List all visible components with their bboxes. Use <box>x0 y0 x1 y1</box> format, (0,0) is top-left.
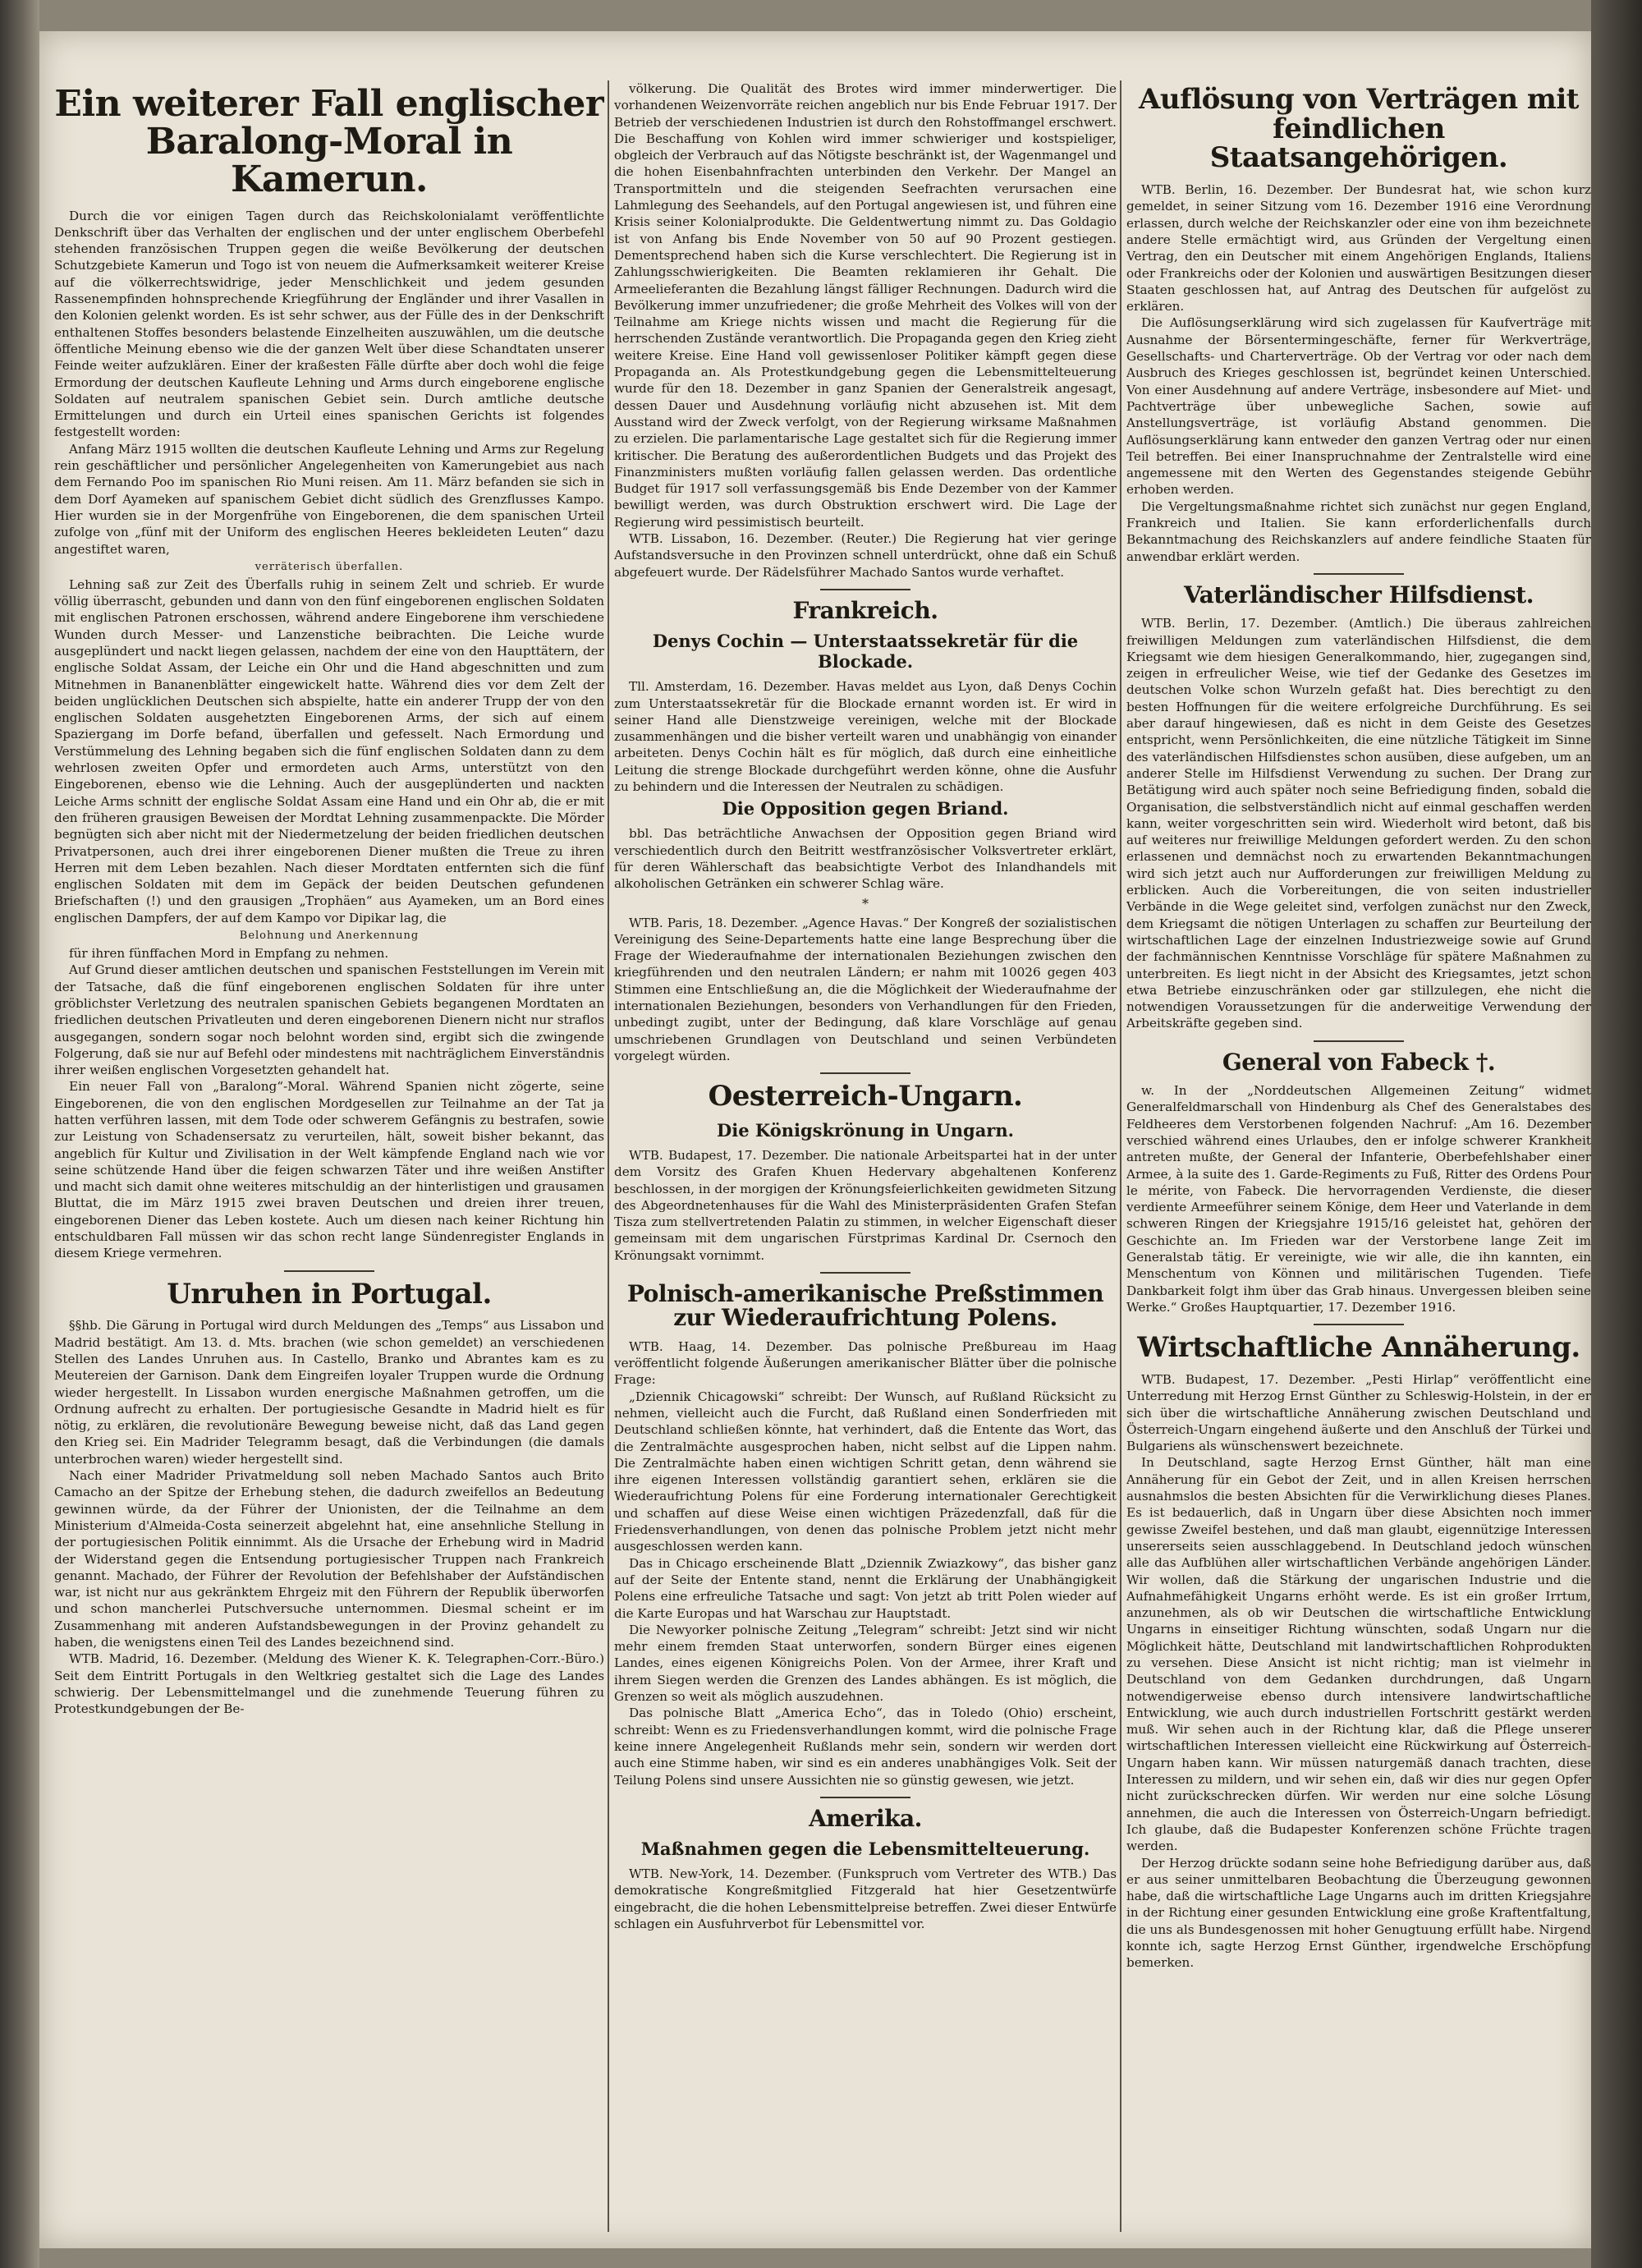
headline-annaeherung: Wirtschaftliche Annäherung. <box>1137 1331 1580 1365</box>
newspaper-page <box>39 31 1591 2248</box>
headline-portugal: Unruhen in Portugal. <box>167 1277 492 1311</box>
article-paragraph: WTB. Haag, 14. Dezember. Das polnische Preßbureau im Haag veröffentlicht folgende Äußerungen amerikanischer Blätter über die polnische Frage: <box>614 1338 1117 1388</box>
divider <box>284 1270 374 1272</box>
divider <box>820 1797 910 1798</box>
column-right <box>1126 80 1591 1972</box>
divider <box>820 1272 910 1274</box>
article-paragraph: „Dziennik Chicagowski“ schreibt: Der Wunsch, auf Rußland Rücksicht zu nehmen, vielleicht auch die Furcht, daß Rußland einen Sonderfrieden mit Deutschland schließen könnte, hat verhindert, daß die Entente das Wort, das die Zentralmächte ausgesprochen haben, nicht selbst auf die Lippen nahm. Die Zentralmächte haben einen wichtigen Schritt getan, denn während sie ihre eigenen Interessen vollständig garantiert sehen, erklären sie die Wiederaufrichtung Polens für eine Forderung internationaler Gerechtigkeit und schaffen auf diese Weise einen wichtigen Präzedenzfall, daß für die Friedensverhandlungen, von denen das polnische Problem jetzt nicht mehr ausgeschlossen werden kann. <box>614 1389 1117 1554</box>
article-paragraph: Durch die vor einigen Tagen durch das Reichskolonialamt veröffentlichte Denkschrift über das Verhalten der englischen und der unter englischem Oberbefehl stehenden französischen Truppen gegen die weiße Bevölkerung der deutschen Schutzgebiete Kamerun und Togo ist von neuem die Aufmerksamkeit weiterer Kreise auf die völkerrechtswidrige, jeder Menschlichkeit und jedem gesunden Rassenempfinden hohnsprechende Kriegführung der Engländer und ihrer Vasallen in den Kolonien gelenkt worden. Es ist sehr schwer, aus der Fülle des in der Denkschrift enthaltenen Stoffes besonders belastende Einzelheiten auszuwählen, um die deutsche öffentliche Meinung ebenso wie die der ganzen Welt über diese Schandtaten unserer Feinde weiter aufzuklären. Einer der kraßesten Fälle dürfte aber doch wohl die feige Ermordung der deutschen Kaufleute Lehning und Arms durch eingeborene englische Soldaten auf neutralem spanischen Gebiet sein. Durch amtliche deutsche Ermittelungen und durch ein Urteil eines spanischen Gerichts ist folgendes festgestellt worden: <box>54 208 604 440</box>
article-paragraph: für ihren fünffachen Mord in Empfang zu nehmen. <box>69 946 389 962</box>
headline-hilfsdienst: Vaterländischer Hilfsdienst. <box>1183 581 1534 608</box>
divider <box>1314 573 1404 575</box>
article-paragraph: Die Newyorker polnische Zeitung „Telegram“ schreibt: Jetzt sind wir nicht mehr einem fremden Staat unterworfen, sondern Bürger eines eigenen Landes, eines eigenen Königreichs Polen. Von der Armee, ihrer Kraft und ihrem Siegen werden die Grenzen des Landes abhängen. Es ist möglich, die Grenzen so weit als möglich auszudehnen. <box>614 1622 1117 1705</box>
subheading: Belohnung und Anerkennung <box>239 930 420 943</box>
article-paragraph: WTB. Berlin, 17. Dezember. (Amtlich.) Die überaus zahlreichen freiwilligen Meldungen zum vaterländischen Hilfsdienst, die dem Kriegsamt wie dem hiesigen Generalkommando, hier, zugegangen sind, zeigen in erfreulicher Weise, wie tief der Gedanke des Gesetzes im deutschen Volke schon Wurzeln gefaßt hat. Dies berechtigt zu den besten Hoffnungen für die weitere erfolgreiche Durchführung. Es sei aber darauf hingewiesen, daß es nicht in dem Geiste des Gesetzes entspricht, wenn Persönlichkeiten, die eine nützliche Tätigkeit im Sinne des vaterländischen Hilfsdienstes schon ausüben, diese aufgeben, um an anderer Stelle im Hilfsdienst Verwendung zu suchen. Der Drang zur Betätigung wird auch später noch seine Befriedigung finden, sobald die Organisation, die selbstverständlich nicht auf einmal geschaffen werden kann, weiter vorgeschritten sein wird. Wiederholt wird betont, daß bis auf weiteres nur freiwillige Meldungen gefordert werden. Zu den schon erlassenen und demnächst noch zu erwartenden Bekanntmachungen wird sich jetzt auch nur Aufforderungen zur freiwilligen Meldung zu erblicken. Auch die Vorbereitungen, die von seiten industrieller Verbände in die Wege geleitet sind, verfolgen zunächst nur den Zweck, dem Kriegsamt die nötigen Unterlagen zu schaffen zur Beurteilung der wirtschaftlichen Lage der einzelnen Industriezweige sowie auf Grund der fachmännischen Kenntnisse Vorschläge für spätere Maßnahmen zu unterbreiten. Es liegt nicht in der Absicht des Kriegsamtes, jetzt schon etwa Betriebe einzuschränken oder gar stillzulegen, ehe nicht die notwendigen Voraussetzungen für die anderweitige Verwendung der Arbeitskräfte gegeben sind. <box>1126 616 1591 1031</box>
article-paragraph: Das polnische Blatt „America Echo“, das in Toledo (Ohio) erscheint, schreibt: Wenn es zu Friedensverhandlungen kommt, wird die polnische Frage keine innere Angelegenheit Rußlands mehr sein, sondern wir werden dort auch eine Stimme haben, wir sind es ein anderes unabhängiges Volk. Seit der Teilung Polens sind unsere Aussichten nie so günstig gewesen, wie jetzt. <box>614 1706 1117 1788</box>
article-paragraph: w. In der „Norddeutschen Allgemeinen Zeitung“ widmet Generalfeldmarschall von Hindenburg als Chef des Generalstabes des Feldheeres dem Verstorbenen folgenden Nachruf: „Am 16. Dezember verschied während eines Urlaubes, den er infolge schwerer Krankheit antreten mußte, der General der Infanterie, Oberbefehlshaber einer Armee, à la suite des 1. Garde-Regiments zu Fuß, Ritter des Ordens Pour le mérite, von Fabeck. Die hervorragenden Verdienste, die dieser verdiente Armeeführer seinem Könige, dem Heer und Vaterlande in dem schweren Ringen der Kriegsjahre 1915/16 geleistet hat, gehören der Geschichte an. Im Frieden war der Verstorbene lange Zeit im Generalstab tätig. Er vereinigte, wie wir alle, die ihn kannten, ein Menschentum von Können und militärischen Tugenden. Tiefe Dankbarkeit folgt ihm über das Grab hinaus. Unvergessen bleiben seine Werke.“ Großes Hauptquartier, 17. Dezember 1916. <box>1126 1083 1591 1315</box>
divider <box>1314 1324 1404 1325</box>
column-middle <box>614 80 1117 1932</box>
subheadline-briand: Die Opposition gegen Briand. <box>722 798 1009 820</box>
article-paragraph: Auf Grund dieser amtlichen deutschen und spanischen Feststellungen im Verein mit der Tatsache, daß die fünf eingeborenen englischen Soldaten für ihre unter gröblichster Verletzung des neutralen spanischen Gebiets begangenen Mordtaten an friedlichen deutschen Privatleuten und deren eingeborenen Dienern nicht nur straflos ausgegangen, sondern sogar noch belohnt worden sind, ergibt sich die zwingende Folgerung, daß sie nur auf Befehl oder mindestens mit nachträglichem Einverständnis ihrer weißen englischen Vorgesetzten gehandelt hat. <box>54 962 604 1078</box>
article-paragraph: In Deutschland, sagte Herzog Ernst Günther, hält man eine Annäherung für ein Gebot der Zeit, und in allen Kreisen herrschen ausnahmslos die besten Absichten für die Verwirklichung dieses Planes. Es ist bedauerlich, daß in Ungarn über diese Absichten noch immer gewisse Zweifel bestehen, und daß man glaubt, eigennützige Interessen unsererseits seien ausschlaggebend. In Deutschland jedoch wünschen alle das Aufblühen aller wirtschaftlichen Verbände angehörigen Länder. Wir wollen, daß die Stärkung der ungarischen Industrie und die Aufnahmefähigkeit Ungarns erhöht werde. Es ist ein großer Irrtum, anzunehmen, als ob wir Deutschen die wirtschaftliche Entwicklung Ungarns in einseitiger Richtung wünschten, sodaß Ungarn nur die Möglichkeit hätte, Deutschland mit landwirtschaftlichen Rohprodukten zu versehen. Diese Ansicht ist nicht richtig; man ist vielmehr in Deutschland von dem Gedanken durchdrungen, daß Ungarn notwendigerweise ebenso durch intensivere landwirtschaftliche Entwicklung, wie auch durch industriellen Fortschritt gestärkt werden muß. Wir sehen auch in der Richtung klar, daß die Pflege unserer wirtschaftlichen Interessen vielleicht eine Rückwirkung auf Österreich-Ungarn haben kann. Wir müssen naturgemäß danach trachten, diese Interessen zu mildern, und wir sehen ein, daß wir dies nur gegen Opfer nicht zurückschrecken dürfen. Wir werden nur eine solche Lösung annehmen, die auch die Interessen von Österreich-Ungarn befriedigt. Ich glaube, daß die Budapester Konferenzen schöne Früchte tragen werden. <box>1126 1455 1591 1854</box>
headline-polen: Polnisch-amerikanische Preßstimmen zur Wiederaufrichtung Polens. <box>626 1280 1104 1332</box>
headline-fabeck: General von Fabeck †. <box>1222 1048 1496 1076</box>
article-paragraph: völkerung. Die Qualität des Brotes wird immer minderwertiger. Die vorhandenen Weizenvorräte reichen angeblich nur bis Ende Februar 1917. Der Betrieb der verschiedenen Industrien ist durch den Rohstoffmangel erschwert. Die Beschaffung von Kohlen wird immer schwieriger und kostspieliger, obgleich der Verbrauch auf das Nötigste beschränkt ist, der Wagenmangel und die hohen Eisenbahnfrachten unterbinden den Verkehr. Der Mangel an Transportmitteln und die steigenden Seefrachten verursachen eine Lahmlegung des Seehandels, auf den Portugal angewiesen ist, und führen eine Krisis seiner Kolonialprodukte. Die Geldentwertung nimmt zu. Das Goldagio ist von Anfang bis Ende November von 50 auf 90 Prozent gestiegen. Dementsprechend haben sich die Kurse verschlechtert. Die Regierung ist in Zahlungsschwierigkeiten. Die Beamten reklamieren ihr Gehalt. Die Armeelieferanten die Bezahlung längst fälliger Rechnungen. Dadurch wird die Bevölkerung immer unzufriedener; die große Mehrheit des Volkes will von der Teilnahme am Kriege nichts wissen und macht die Regierung für die herrschenden Zustände verantwortlich. Die Propaganda gegen den Krieg zieht weitere Kreise. Eine Hand voll gewissenloser Politiker kämpft gegen diese Propaganda an. Als Protestkundgebung gegen die Lebensmittelteuerung wurde für den 18. Dezember in ganz Spanien der Generalstreik angesagt, dessen Dauer und Ausdehnung vorläufig nicht abzusehen ist. Mit dem Ausstand wird der Zweck verfolgt, von der Regierung wirksame Maßnahmen zu erzielen. Die parlamentarische Lage gestaltet sich für die Regierung immer kritischer. Die Beratung des außerordentlichen Budgets und das Projekt des Finanzministers mußten vorläufig fallen gelassen werden. Das ordentliche Budget für 1917 soll verfassungsgemäß bis Ende Dezember von der Kammer bewilligt werden, was durch Obstruktion erschwert wird. Die Lage der Regierung wird pessimistisch beurteilt. <box>614 81 1117 530</box>
article-paragraph: Anfang März 1915 wollten die deutschen Kaufleute Lehning und Arms zur Regelung rein geschäftlicher und persönlicher Angelegenheiten von Kamerungebiet aus nach dem Fernando Poo im spanischen Rio Muni reisen. Am 11. März befanden sie sich in dem Dorf Ayameken auf spanischem Gebiet dicht südlich des Grenzflusses Kampo. Hier wurden sie in der Morgenfrühe von Eingeborenen, die dem spanischen Urteil zufolge von „fünf mit der Uniform des englischen Heeres bekleideten Leuten“ dazu angestiftet waren, <box>54 441 604 557</box>
next-page-edge <box>1591 0 1642 2268</box>
subheading: verräterisch überfallen. <box>255 560 404 573</box>
divider <box>820 589 910 590</box>
article-paragraph: Lehning saß zur Zeit des Überfalls ruhig in seinem Zelt und schrieb. Er wurde völlig überrascht, gebunden und dann von den fünf eingeborenen englischen Soldaten mit englischen Patronen erschossen, während andere Eingeborene ihm verschiedene Wunden durch Messer- und Lanzenstiche beibrachten. Die Leiche wurde ausgeplündert und nackt liegen gelassen, nachdem der eine von den Haupttätern, der englische Soldat Assam, der Leiche ein Ohr und die Hand abgeschnitten und zum Mitnehmen in Bananenblätter eingewickelt hatte. Während dies vor dem Zelt der beiden unglücklichen Deutschen sich abspielte, hatte ein anderer Trupp der von den englischen Soldaten ausgehetzten Eingeborenen Arms, der sich auf einem Spaziergang im Dorfe befand, überfallen und gefesselt. Nach Ermordung und Verstümmelung des Lehning begaben sich die fünf englischen Soldaten dann zu dem wehrlosen zweiten Opfer und ermordeten auch Arms, unterstützt von den Eingeborenen, ebenso wie die Lehning. Auch der ausgeplünderten und nackten Leiche Arms schnitt der englische Soldat Assam eine Hand und ein Ohr ab, die er mit den früheren grausigen Beweisen der Mordtat Lehning zusammenpackte. Die Mörder begnügten sich aber nicht mit der Niedermetzelung der beiden friedlichen deutschen Privatpersonen, auch drei ihrer eingeborenen Diener mußten die Treue zu ihren Herren mit dem Leben bezahlen. Nach dieser Mordtaten entfernten sich die fünf englischen Soldaten mit dem im Gepäck der beiden Deutschen gefundenen Briefschaften (!) und den grausigen „Trophäen“ aus Ayameken, um an Bord eines englischen Dampfers, der auf dem Kampo vor Dipikar lag, die <box>54 576 604 925</box>
article-paragraph: Die Vergeltungsmaßnahme richtet sich zunächst nur gegen England, Frankreich und Italien. Sie kann erforderlichenfalls durch Bekanntmachung des Reichskanzlers auf andere feindliche Staaten für anwendbar erklärt werden. <box>1126 498 1591 564</box>
headline-frankreich: Frankreich. <box>792 596 938 624</box>
article-paragraph: WTB. Berlin, 16. Dezember. Der Bundesrat hat, wie schon kurz gemeldet, in seiner Sitzung vom 16. Dezember 1916 eine Verordnung erlassen, durch welche der Reichskanzler oder eine von ihm bezeichnete andere Stelle ermächtigt wird, aus Gründen der Vergeltung einen Vertrag, den ein Deutscher mit einem Angehörigen Englands, Italiens oder Frankreichs oder der Kolonien und auswärtigen Besitzungen dieser Staaten geschlossen hat, auf Antrag des Deutschen für aufgelöst zu erklären. <box>1126 182 1591 314</box>
article-paragraph: WTB. Madrid, 16. Dezember. (Meldung des Wiener K. K. Telegraphen-Corr.-Büro.) Seit dem Eintritt Portugals in den Weltkrieg gestaltet sich die Lage des Landes schwierig. Der Lebensmittelmangel und die zunehmende Teuerung führen zu Protestkundgebungen der Be- <box>54 1651 604 1717</box>
subheadline-kroenung: Die Königskrönung in Ungarn. <box>717 1119 1014 1141</box>
article-paragraph: Das in Chicago erscheinende Blatt „Dziennik Zwiazkowy“, das bisher ganz auf der Seite der Entente stand, nennt die Erklärung der Unabhängigkeit Polens eine erfreuliche Tatsache und sagt: Von jetzt ab tritt Polen wieder auf die Karte Europas und hat Warschau zur Hauptstadt. <box>614 1555 1117 1621</box>
article-paragraph: WTB. Budapest, 17. Dezember. Die nationale Arbeitspartei hat in der unter dem Vorsitz des Grafen Khuen Hedervary abgehaltenen Konferenz beschlossen, in der morgigen der Krönungsfeierlichkeiten gewidmeten Sitzung des Abgeordnetenhauses für die Wahl des Ministerpräsidenten Grafen Stefan Tisza zum stellvertretenden Palatin zu stimmen, in welcher Eigenschaft dieser gemeinsam mit dem ungarischen Fürstprimas Kardinal Dr. Csernoch den Krönungsakt vornimmt. <box>614 1147 1117 1263</box>
subheadline-lebensmittel: Maßnahmen gegen die Lebensmittelteuerung. <box>640 1839 1090 1860</box>
article-paragraph: WTB. New-York, 14. Dezember. (Funkspruch vom Vertreter des WTB.) Das demokratische Kongreßmitglied Fitzgerald hat hier Gesetzentwürfe eingebracht, die die hohen Lebensmittelpreise betreffen. Zwei dieser Entwürfe schlagen ein Ausfuhrverbot für Lebensmittel vor. <box>614 1866 1117 1932</box>
column-left <box>54 80 604 1717</box>
article-paragraph: Nach einer Madrider Privatmeldung soll neben Machado Santos auch Brito Camacho an der Spitze der Erhebung stehen, die dadurch zweifellos an Bedeutung gewinnen würde, da der Führer der Unionisten, der die Teilnahme an dem Ministerium d'Almeida-Costa seinerzeit abgelehnt hat, eine ansehnliche Stellung in der portugiesischen Politik einnimmt. Als die Ursache der Erhebung wird in Madrid der Widerstand gegen die Entsendung portugiesischer Truppen nach Frankreich genannt. Machado, der Führer der Revolution der Befehlshaber der Aufständischen war, ist nicht nur aus gekränktem Ehrgeiz mit den Führern der Republik überworfen und schon mancherlei Putschversuche unternommen. Diesmal scheint er im Zusammenhang mit anderen Aufstandsbewegungen in der Provinz gehandelt zu haben, die wenigstens einen Teil des Landes bezeichnend sind. <box>54 1468 604 1650</box>
divider <box>820 1072 910 1074</box>
column-rule <box>1120 80 1121 2232</box>
column-rule <box>608 80 609 2232</box>
article-paragraph: WTB. Lissabon, 16. Dezember. (Reuter.) Die Regierung hat vier geringe Aufstandsversuche in den Provinzen schnell unterdrückt, ohne daß ein Schuß abgefeuert wurde. Der Rädelsführer Machado Santos wurde verhaftet. <box>614 531 1117 580</box>
article-paragraph: Ein neuer Fall von „Baralong“-Moral. Während Spanien nicht zögerte, seine Eingeborenen, die von den englischen Mordgesellen zur Teilnahme an der Tat ja hatten verführen lassen, mit dem Tode oder schwerem Gefängnis zu bestrafen, sowie zur Leistung von Schadensersatz zu verurteilen, hält, soweit bisher bekannt, das angeblich für Kultur und Zivilisation in der Welt kämpfende England nach wie vor seine schützende Hand über die feigen schwarzen Täter und ihre weißen Anstifter und macht sich damit ohne weiteres mitschuldig an der hinterlistigen und grausamen Bluttat, die im März 1915 zwei braven Deutschen und dreien ihrer treuen, eingeborenen Diener das Leben kostete. Auch um diesen nach keiner Richtung hin entschuldbaren Fall müssen wir das schon recht lange Sündenregister Englands in diesem Kriege vermehren. <box>54 1079 604 1261</box>
divider <box>1314 1040 1404 1042</box>
headline-oesterreich: Oesterreich-Ungarn. <box>708 1080 1023 1113</box>
article-paragraph: Tll. Amsterdam, 16. Dezember. Havas meldet aus Lyon, daß Denys Cochin zum Unterstaatssekretär für die Blockade ernannt worden ist. Er wird in seiner Hand alle Dienstzweige vereinigen, welche mit der Blockade zusammenhängen und die bisher verteilt waren und unabhängig von einander arbeiteten. Denys Cochin hält es für möglich, daß durch eine einheitliche Leitung die strenge Blockade durchgeführt werden könne, ohne die Ausfuhr zu behindern und die Interessen der Neutralen zu schädigen. <box>614 679 1117 795</box>
article-paragraph: WTB. Paris, 18. Dezember. „Agence Havas.“ Der Kongreß der sozialistischen Vereinigung des Seine-Departements hatte eine lange Besprechung über die Frage der Wiederaufnahme der internationalen Beziehungen zwischen den kriegführenden und den neutralen Ländern; er nahm mit 10026 gegen 403 Stimmen eine Entschließung an, die die Möglichkeit der Wiederaufnahme der internationalen Beziehungen, besonders von Verhandlungen für den Frieden, unbedingt zugibt, unter der Bedingung, daß klare Vorschläge auf genau umschriebenen Grundlagen von Deutschland und seinen Verbündeten vorgelegt würden. <box>614 915 1117 1063</box>
headline-vertraege: Auflösung von Verträgen mit feindlichen Staatsangehörigen. <box>1138 83 1579 175</box>
book-binding <box>0 0 39 2268</box>
article-paragraph: bbl. Das beträchtliche Anwachsen der Opposition gegen Briand wird verschiedentlich durch den Beitritt westfranzösischer Volksvertreter erklärt, für deren Wählerschaft das beabsichtigte Verbot des Inlandhandels mit alkoholischen Getränken ein schwerer Schlag wäre. <box>614 826 1117 892</box>
headline-amerika: Amerika. <box>809 1804 922 1832</box>
article-paragraph: Der Herzog drückte sodann seine hohe Befriedigung darüber aus, daß er aus seiner unmittelbaren Beobachtung die Überzeugung gewonnen habe, daß die wirtschaftliche Lage Ungarns auch im dritten Kriegsjahre in der Richtung einer gesunden Entwicklung eine große Kraftentfaltung, die uns als Bundesgenossen mit hoher Genugtuung erfüllt habe. Nirgend konnte ich, sagte Herzog Ernst Günther, irgendwelche Erschöpfung bemerken. <box>1126 1855 1591 1971</box>
article-paragraph: WTB. Budapest, 17. Dezember. „Pesti Hirlap“ veröffentlicht eine Unterredung mit Herzog Ernst Günther zu Schleswig-Holstein, in der er sich über die wirtschaftliche Annäherung zwischen Deutschland und Österreich-Ungarn eingehend äußerte und den Anschluß der Türkei und Bulgariens als wünschenswert bezeichnete. <box>1126 1371 1591 1454</box>
article-paragraph: Die Auflösungserklärung wird sich zugelassen für Kaufverträge mit Ausnahme der Börsentermingeschäfte, ferner für Werkverträge, Gesellschafts- und Charterverträge. Ob der Vertrag vor oder nach dem Ausbruch des Krieges geschlossen ist, begründet keinen Unterschied. Von einer Ausdehnung auf andere Verträge, insbesondere auf Miet- und Pachtverträge über unbewegliche Sachen, sowie auf Anstellungsverträge, ist vorläufig Abstand genommen. Die Auflösungserklärung kann entweder den ganzen Vertrag oder nur einen Teil betreffen. Bei einer Inanspruchnahme der Zentralstelle wird eine angemessene mit den Werten des Gegenstandes steigende Gebühr erhoben werden. <box>1126 315 1591 498</box>
headline-baralong: Ein weiterer Fall englischer Baralong-Moral in Kamerun. <box>54 83 604 201</box>
article-paragraph: §§hb. Die Gärung in Portugal wird durch Meldungen des „Temps“ aus Lissabon und Madrid bestätigt. Am 13. d. Mts. brachen (wie schon gemeldet) an verschiedenen Stellen des Landes Unruhen aus. In Castello, Branko und Abrantes kam es zu Meutereien der Garnison. Dank dem Eingreifen loyaler Truppen wurde die Ordnung wieder hergestellt. In Lissabon wurden energische Maßnahmen getroffen, um die Ordnung aufrecht zu erhalten. Der portugiesische Gesandte in Madrid hielt es für nötig, zu erklären, die revolutionäre Bewegung beweise nicht, daß das Land gegen den Krieg sei. Ein Madrider Telegramm besagt, daß die Verbindungen (die damals unterbrochen waren) wieder hergestellt sind. <box>54 1318 604 1467</box>
subheadline-cochin: Denys Cochin — Unterstaatssekretär für die Blockade. <box>652 631 1079 673</box>
asterisk-divider: * <box>862 895 869 911</box>
